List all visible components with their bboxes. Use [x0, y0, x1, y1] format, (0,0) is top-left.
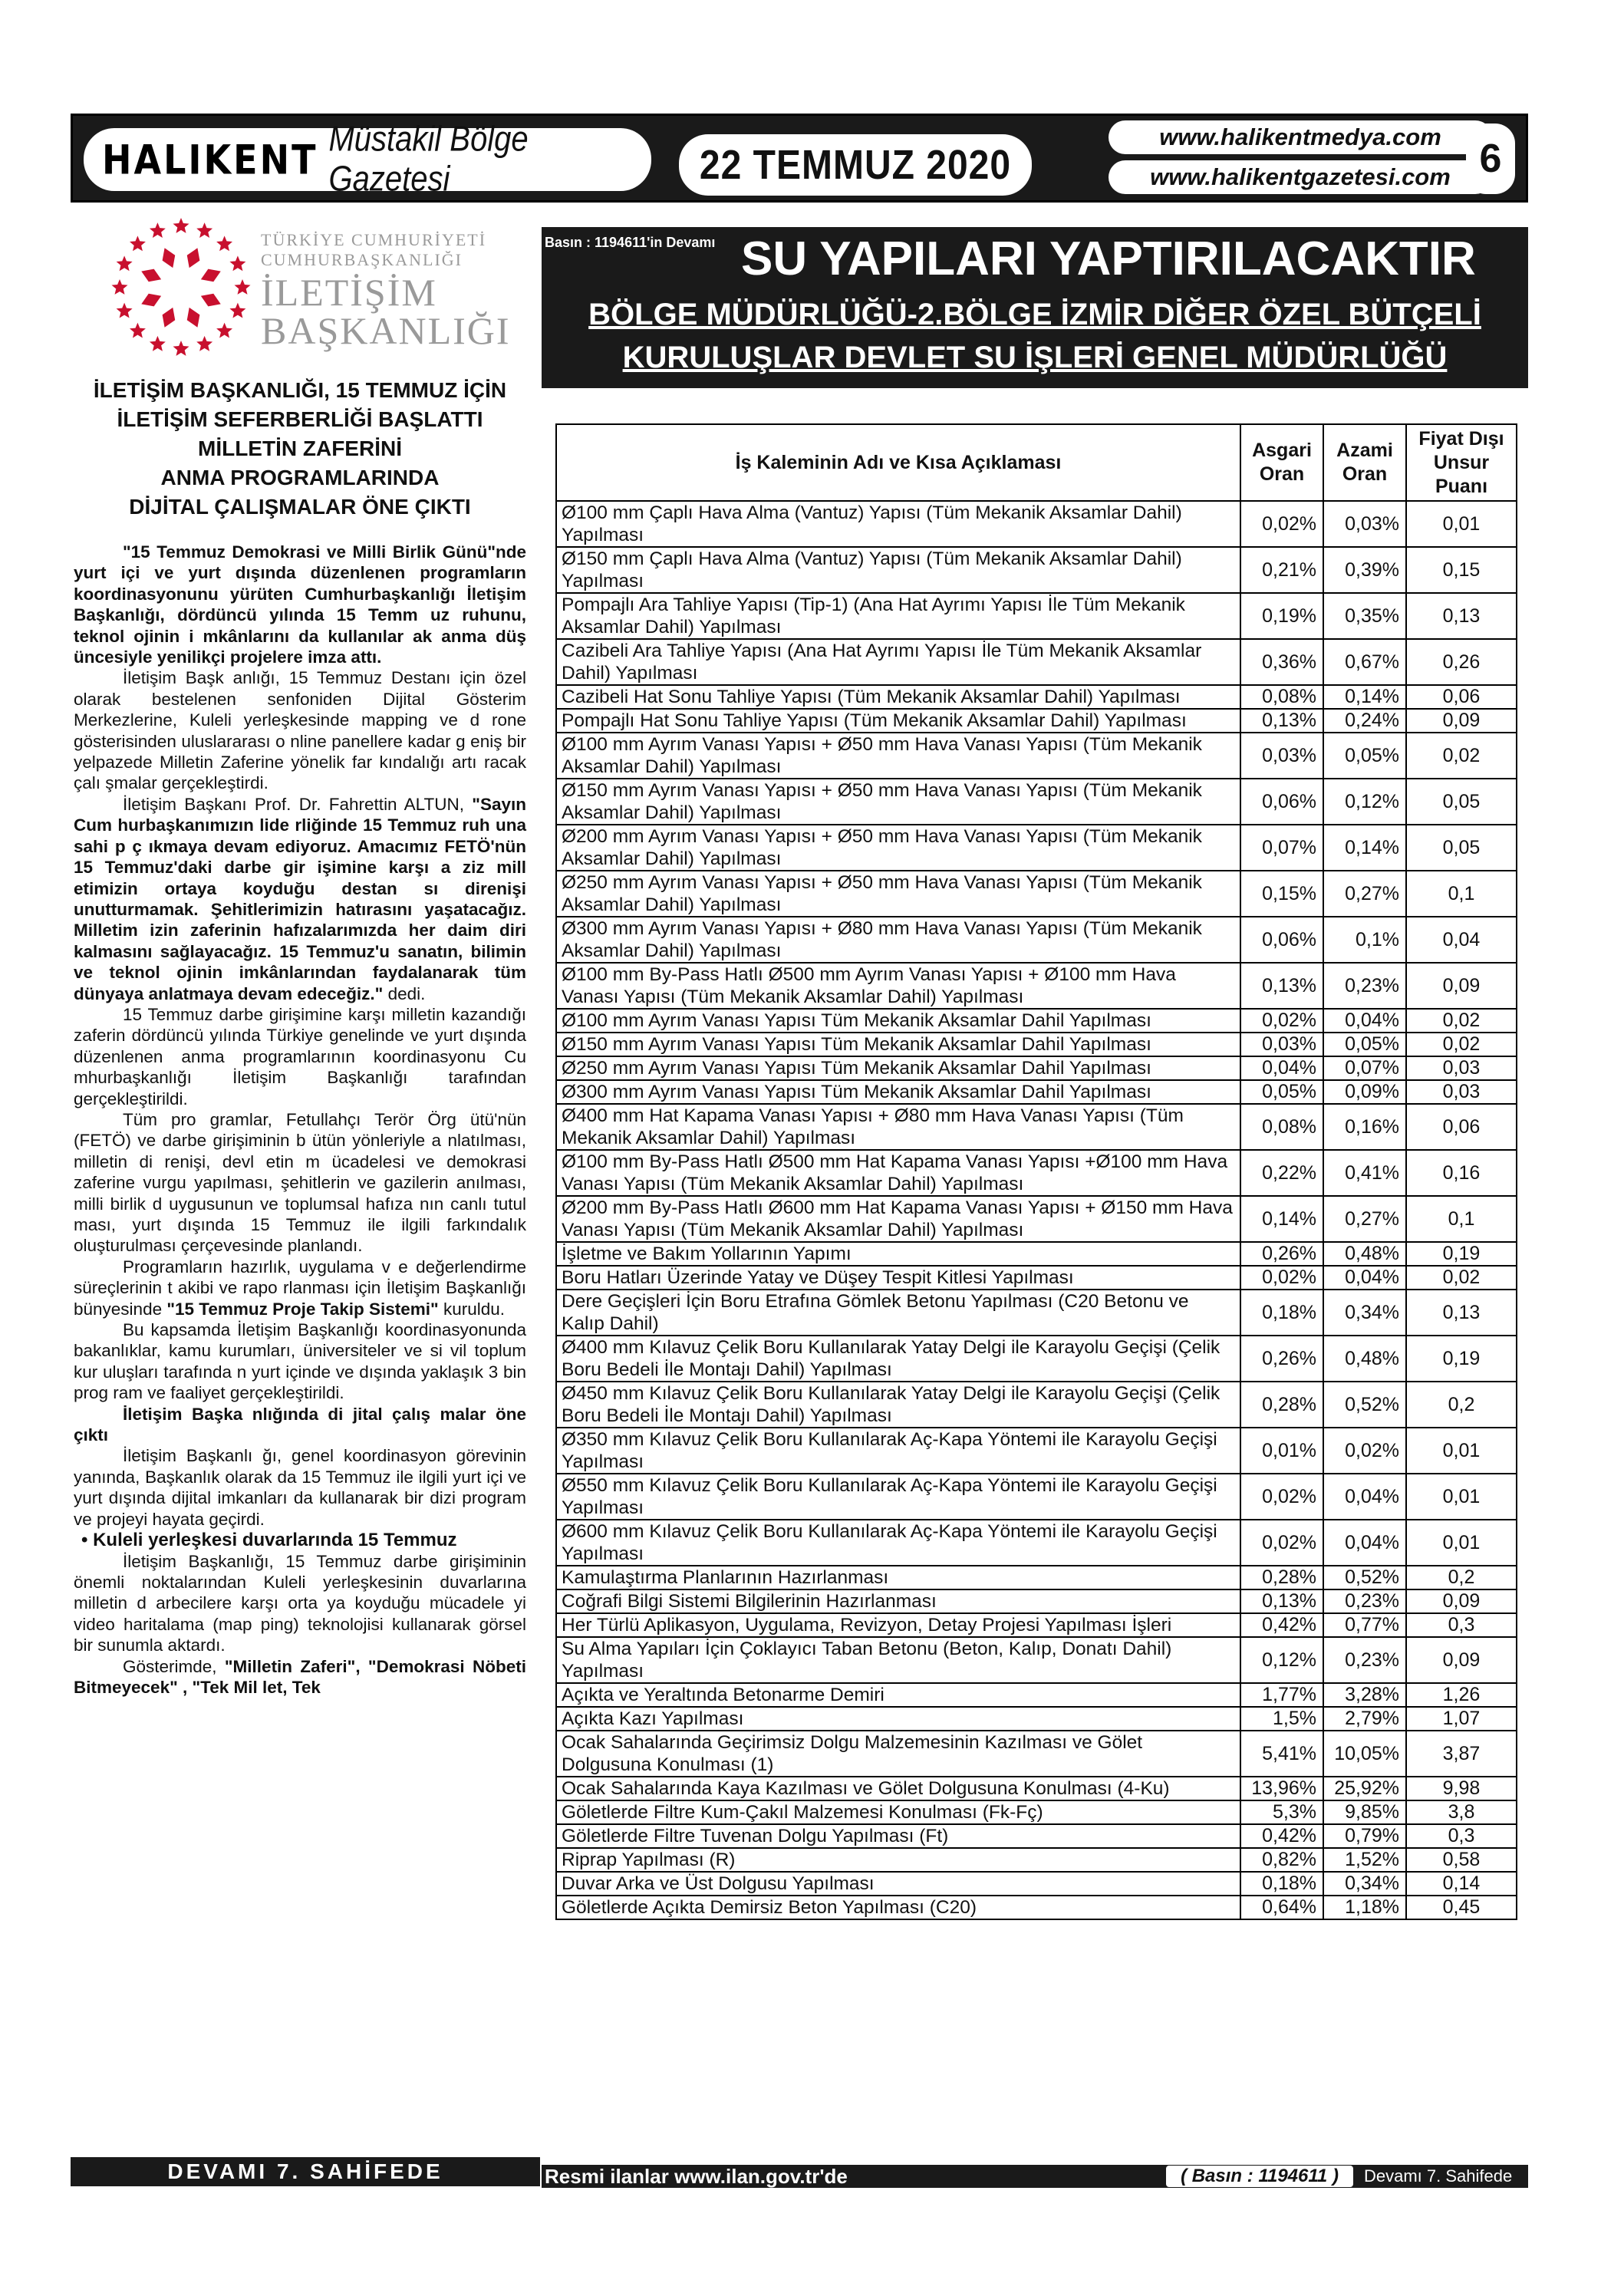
table-row: [556, 1056, 1517, 1080]
table-row: [556, 639, 1517, 685]
cell-score: 0,06: [1406, 1104, 1517, 1150]
cell-max-ratio: 0,24%: [1323, 709, 1406, 733]
subheading: [74, 1404, 526, 1446]
text-run: kuruldu.: [438, 1299, 506, 1319]
right-continued-note: Devamı 7. Sahifede: [1364, 2166, 1513, 2186]
cell-min-ratio: 0,18%: [1240, 1290, 1323, 1336]
cell-score: 0,02: [1406, 1033, 1517, 1056]
cell-max-ratio: 0,04%: [1323, 1474, 1406, 1520]
cell-score: 0,06: [1406, 685, 1517, 709]
headline-line: İLETİŞİM SEFERBERLİĞİ BAŞLATTI: [117, 407, 483, 431]
cell-min-ratio: 0,03%: [1240, 733, 1323, 779]
cell-score: 0,58: [1406, 1848, 1517, 1872]
masthead: [71, 114, 1528, 203]
subheading-text: İletişim Başka nlığında di jital çalış malar öne çıktı: [74, 1404, 526, 1445]
logo-line-1: TÜRKİYE CUMHURİYETİ: [261, 230, 487, 249]
cell-max-ratio: 0,41%: [1323, 1150, 1406, 1196]
cell-max-ratio: 0,48%: [1323, 1336, 1406, 1382]
cell-score: 0,13: [1406, 593, 1517, 639]
table-row: [556, 1566, 1517, 1589]
cell-max-ratio: 1,52%: [1323, 1848, 1406, 1872]
cell-score: 0,2: [1406, 1566, 1517, 1589]
cell-max-ratio: 0,34%: [1323, 1290, 1406, 1336]
col-header-max-ratio: Azami Oran: [1323, 424, 1406, 501]
cell-score: 9,98: [1406, 1777, 1517, 1800]
cell-description: Ø200 mm By-Pass Hatlı Ø600 mm Hat Kapama Vanası Yapısı + Ø150 mm Hava Vanası Yapısı (Tüm Mekanik Aksamlar Dahil) Yapılması: [556, 1196, 1240, 1242]
cell-description: İşletme ve Bakım Yollarının Yapımı: [556, 1242, 1240, 1266]
table-row: [556, 1150, 1517, 1196]
cell-min-ratio: 0,36%: [1240, 639, 1323, 685]
table-row: [556, 1683, 1517, 1707]
cell-description: Açıkta ve Yeraltında Betonarme Demiri: [556, 1683, 1240, 1707]
cell-score: 0,19: [1406, 1336, 1517, 1382]
paragraph: İletişim Başkanlı ğı, genel koordinasyon görevinin yanında, Başkanlık olarak da 15 Temmuz ile ilgili yurt içi ve yurt dışında dijital imkanları da kullanarak bir dizi program ve projeyi hayata geçirdi.: [74, 1446, 526, 1529]
petal-shape: [158, 245, 179, 271]
col-header-min-ratio: Asgari Oran: [1240, 424, 1323, 501]
cell-max-ratio: 0,27%: [1323, 1196, 1406, 1242]
table-row: [556, 1009, 1517, 1033]
cell-min-ratio: 13,96%: [1240, 1777, 1323, 1800]
cell-max-ratio: 0,52%: [1323, 1382, 1406, 1428]
petal-shape: [158, 305, 179, 330]
cell-min-ratio: 0,02%: [1240, 1520, 1323, 1566]
cell-description: Ø100 mm Çaplı Hava Alma (Vantuz) Yapısı (Tüm Mekanik Aksamlar Dahil) Yapılması: [556, 501, 1240, 547]
press-reference: Basın : 1194611'in Devamı: [545, 235, 716, 250]
table-row: [556, 779, 1517, 825]
table-row: [556, 733, 1517, 779]
cell-score: 0,14: [1406, 1872, 1517, 1896]
cell-min-ratio: 0,12%: [1240, 1637, 1323, 1683]
cell-max-ratio: 0,1%: [1323, 917, 1406, 963]
star-icon: [112, 279, 128, 295]
cell-min-ratio: 0,13%: [1240, 1589, 1323, 1613]
cell-min-ratio: 0,64%: [1240, 1896, 1323, 1919]
table-row: [556, 1266, 1517, 1290]
table-row: [556, 825, 1517, 871]
cell-score: 0,19: [1406, 1242, 1517, 1266]
cell-max-ratio: 0,23%: [1323, 1637, 1406, 1683]
paragraph: Tüm pro gramlar, Fetullahçı Terör Örg ütü'nün (FETÖ) ve darbe girişiminin b ütün yönleriyle a nlatılması, milletin di renişi, devl etin m ücadelesi ve demokrasi zaferine vurgu yapılması, şehitlerin ve gazilerin anılması, milli birlik d uygusunun ve toplumsal hafıza nın canlı tutul ması, yurt dışında 15 Temmuz ile ilgili farkındalık oluşturulması çerçevesinde planlandı.: [74, 1109, 526, 1256]
star-icon: [150, 336, 166, 351]
cell-min-ratio: 0,26%: [1240, 1336, 1323, 1382]
table-row: [556, 1290, 1517, 1336]
cell-max-ratio: 1,18%: [1323, 1896, 1406, 1919]
cell-min-ratio: 0,18%: [1240, 1872, 1323, 1896]
website-link-1[interactable]: www.halikentmedya.com: [1109, 120, 1492, 154]
table-row: [556, 1242, 1517, 1266]
emphasis: "15 Temmuz Proje Takip Sistemi": [166, 1299, 439, 1319]
cell-min-ratio: 0,02%: [1240, 1266, 1323, 1290]
cell-min-ratio: 0,01%: [1240, 1428, 1323, 1474]
cell-max-ratio: 0,34%: [1323, 1872, 1406, 1896]
cell-max-ratio: 0,12%: [1323, 779, 1406, 825]
cell-min-ratio: 0,02%: [1240, 501, 1323, 547]
cell-description: Boru Hatları Üzerinde Yatay ve Düşey Tespit Kitlesi Yapılması: [556, 1266, 1240, 1290]
lead-paragraph: "15 Temmuz Demokrasi ve Milli Birlik Günü"nde yurt içi ve yurt dışında düzenlenen programların koordinasyonunu yürüten Cumhurbaşkanlığı İletişim Başkanlığı, dördüncü yılında 15 Temm uz ruhunu, teknol ojinin i mkânlarını da kullanılar ak anma düş üncesiyle yenilikçi projelere imza attı.: [74, 542, 526, 667]
paragraph: [74, 1257, 526, 1319]
table-row: [556, 1896, 1517, 1919]
cell-max-ratio: 0,52%: [1323, 1566, 1406, 1589]
table-row: [556, 1589, 1517, 1613]
star-icon: [196, 222, 212, 238]
paragraph: 15 Temmuz darbe girişimine karşı milletin kazandığı zaferin dördüncü yılında Türkiye genelinde ve yurt dışında düzenlenen anma programlarının koordinasyonu Cu mhurbaşkanlığı İletişim Başkanlığı tarafından gerçekleştirildi.: [74, 1004, 526, 1108]
paragraph: [74, 542, 526, 667]
cell-min-ratio: 0,42%: [1240, 1613, 1323, 1637]
star-icon: [229, 303, 245, 318]
cell-score: 0,01: [1406, 1428, 1517, 1474]
press-number-pill: ( Basın : 1194611 ): [1166, 2166, 1353, 2187]
cell-description: Ø100 mm Ayrım Vanası Yapısı + Ø50 mm Hava Vanası Yapısı (Tüm Mekanik Aksamlar Dahil) Yapılması: [556, 733, 1240, 779]
cell-max-ratio: 0,23%: [1323, 1589, 1406, 1613]
star-icon: [117, 255, 133, 271]
star-icon: [130, 323, 146, 338]
logo-line-3: İLETİŞİM: [261, 271, 437, 314]
cell-description: Ø250 mm Ayrım Vanası Yapısı Tüm Mekanik Aksamlar Dahil Yapılması: [556, 1056, 1240, 1080]
cell-min-ratio: 0,82%: [1240, 1848, 1323, 1872]
paragraph: İletişim Başk anlığı, 15 Temmuz Destanı için özel olarak bestelenen senfoniden Dijital Gösterim Merkezlerine, Kuleli yerleşkesinde mapping ve d rone gösterisinden uluslararası o nline panellere kadar g eniş bir yelpazede Milletin Zaferine yönelik far kındalığı artı racak çalı şmalar gerçekleştirdi.: [74, 668, 526, 793]
cell-min-ratio: 0,26%: [1240, 1242, 1323, 1266]
cell-min-ratio: 1,5%: [1240, 1707, 1323, 1731]
col-header-description: İş Kaleminin Adı ve Kısa Açıklaması: [556, 424, 1240, 501]
headline-line: DİJİTAL ÇALIŞMALAR ÖNE ÇIKTI: [129, 495, 471, 519]
cell-score: 0,45: [1406, 1896, 1517, 1919]
cell-score: 0,09: [1406, 963, 1517, 1009]
cell-score: 1,26: [1406, 1683, 1517, 1707]
text-run: Gösterimde,: [123, 1656, 225, 1676]
cell-min-ratio: 0,06%: [1240, 917, 1323, 963]
cell-description: Açıkta Kazı Yapılması: [556, 1707, 1240, 1731]
table-row: [556, 1520, 1517, 1566]
cell-score: 1,07: [1406, 1707, 1517, 1731]
cell-description: Ø100 mm By-Pass Hatlı Ø500 mm Ayrım Vanası Yapısı + Ø100 mm Hava Vanası Yapısı (Tüm Mekanik Aksamlar Dahil) Yapılması: [556, 963, 1240, 1009]
cell-description: Ø150 mm Ayrım Vanası Yapısı Tüm Mekanik Aksamlar Dahil Yapılması: [556, 1033, 1240, 1056]
subheading-bullet: [74, 1530, 526, 1550]
cell-description: Ø150 mm Ayrım Vanası Yapısı + Ø50 mm Hava Vanası Yapısı (Tüm Mekanik Aksamlar Dahil) Yapılması: [556, 779, 1240, 825]
logo-line-2: CUMHURBAŞKANLIĞI: [261, 250, 463, 269]
cell-max-ratio: 0,14%: [1323, 825, 1406, 871]
cell-max-ratio: 2,79%: [1323, 1707, 1406, 1731]
table-row: [556, 1336, 1517, 1382]
cell-min-ratio: 0,04%: [1240, 1056, 1323, 1080]
cell-score: 0,15: [1406, 547, 1517, 593]
cell-min-ratio: 0,05%: [1240, 1080, 1323, 1104]
table-header-row: [556, 424, 1517, 501]
cell-min-ratio: 5,41%: [1240, 1731, 1323, 1777]
text-run: Programların hazırlık, uygulama v e değerlendirme süreçlerinin t akibi ve rapo rlanması için İletişim Başkanlığı bünyesinde: [74, 1257, 526, 1319]
cell-min-ratio: 0,08%: [1240, 1104, 1323, 1150]
cell-description: Su Alma Yapıları İçin Çoklayıcı Taban Betonu (Beton, Kalıp, Donatı Dahil) Yapılması: [556, 1637, 1240, 1683]
table-row: [556, 1824, 1517, 1848]
cell-score: 0,02: [1406, 733, 1517, 779]
issue-date-text: 22 TEMMUZ 2020: [699, 142, 1012, 188]
cell-max-ratio: 0,27%: [1323, 871, 1406, 917]
headline-line: MİLLETİN ZAFERİNİ: [198, 436, 402, 460]
cell-max-ratio: 0,02%: [1323, 1428, 1406, 1474]
star-icon: [216, 323, 232, 338]
cell-score: 0,01: [1406, 1520, 1517, 1566]
cell-min-ratio: 0,08%: [1240, 685, 1323, 709]
petal-shape: [183, 245, 203, 271]
cell-max-ratio: 10,05%: [1323, 1731, 1406, 1777]
cell-score: 0,16: [1406, 1150, 1517, 1196]
cell-score: 0,3: [1406, 1613, 1517, 1637]
cell-description: Ø400 mm Hat Kapama Vanası Yapısı + Ø80 mm Hava Vanası Yapısı (Tüm Mekanik Aksamlar Dahil) Yapılması: [556, 1104, 1240, 1150]
announcement-subtitle-2: KURULUŞLAR DEVLET SU İŞLERİ GENEL MÜDÜRLÜĞÜ: [622, 341, 1448, 374]
star-icon: [173, 218, 189, 233]
cell-score: 0,13: [1406, 1290, 1517, 1336]
official-ads-notice: Resmi ilanlar www.ilan.gov.tr'de: [545, 2165, 848, 2188]
cell-max-ratio: 0,04%: [1323, 1009, 1406, 1033]
petal-shape: [139, 265, 164, 285]
cell-min-ratio: 0,13%: [1240, 709, 1323, 733]
table-row: [556, 917, 1517, 963]
cell-description: Cazibeli Ara Tahliye Yapısı (Ana Hat Ayrımı Yapısı İle Tüm Mekanik Aksamlar Dahil) Yapılması: [556, 639, 1240, 685]
issue-date: [679, 134, 1032, 196]
cell-description: Pompajlı Hat Sonu Tahliye Yapısı (Tüm Mekanik Aksamlar Dahil) Yapılması: [556, 709, 1240, 733]
cell-max-ratio: 0,14%: [1323, 685, 1406, 709]
website-link-2[interactable]: www.halikentgazetesi.com: [1109, 160, 1492, 194]
cell-max-ratio: 0,05%: [1323, 1033, 1406, 1056]
cell-description: Ø350 mm Kılavuz Çelik Boru Kullanılarak Aç-Kapa Yöntemi ile Karayolu Geçişi Yapılması: [556, 1428, 1240, 1474]
cell-description: Ocak Sahalarında Kaya Kazılması ve Gölet Dolgusuna Konulması (4-Ku): [556, 1777, 1240, 1800]
cell-min-ratio: 5,3%: [1240, 1800, 1323, 1824]
cell-score: 0,03: [1406, 1080, 1517, 1104]
cell-min-ratio: 1,77%: [1240, 1683, 1323, 1707]
paragraph: Bu kapsamda İletişim Başkanlığı koordinasyonunda bakanlıklar, kamu kurumları, üniversiteler ve si vil toplum kur uluşları tarafında n yurt içinde ve dışında yaklaşık 3 bin prog ram ve faaliyet gerçekleştirildi.: [74, 1320, 526, 1403]
table-row: [556, 1474, 1517, 1520]
cell-max-ratio: 9,85%: [1323, 1800, 1406, 1824]
cell-max-ratio: 0,05%: [1323, 733, 1406, 779]
cell-score: 0,04: [1406, 917, 1517, 963]
cell-description: Ocak Sahalarında Geçirimsiz Dolgu Malzemesinin Kazılması ve Gölet Dolgusuna Konulması (1): [556, 1731, 1240, 1777]
cell-score: 0,03: [1406, 1056, 1517, 1080]
cell-score: 3,87: [1406, 1731, 1517, 1777]
cell-description: Göletlerde Filtre Kum-Çakıl Malzemesi Konulması (Fk-Fç): [556, 1800, 1240, 1824]
cell-description: Cazibeli Hat Sonu Tahliye Yapısı (Tüm Mekanik Aksamlar Dahil) Yapılması: [556, 685, 1240, 709]
cell-min-ratio: 0,02%: [1240, 1474, 1323, 1520]
cell-min-ratio: 0,15%: [1240, 871, 1323, 917]
left-article-body: [74, 542, 526, 1698]
petal-shape: [183, 305, 203, 330]
table-row: [556, 547, 1517, 593]
petal-shape: [198, 289, 223, 310]
cell-score: 3,8: [1406, 1800, 1517, 1824]
table-row: [556, 963, 1517, 1009]
cell-min-ratio: 0,02%: [1240, 1009, 1323, 1033]
table-row: [556, 501, 1517, 547]
cell-score: 0,1: [1406, 871, 1517, 917]
paragraph: [74, 794, 526, 1004]
cell-min-ratio: 0,22%: [1240, 1150, 1323, 1196]
cell-score: 0,02: [1406, 1266, 1517, 1290]
cell-score: 0,01: [1406, 501, 1517, 547]
petal-shape: [198, 265, 223, 285]
cell-max-ratio: 0,35%: [1323, 593, 1406, 639]
star-icon: [150, 222, 166, 238]
cell-description: Ø300 mm Ayrım Vanası Yapısı Tüm Mekanik Aksamlar Dahil Yapılması: [556, 1080, 1240, 1104]
cell-score: 0,09: [1406, 1637, 1517, 1683]
cell-description: Kamulaştırma Planlarının Hazırlanması: [556, 1566, 1240, 1589]
cell-score: 0,1: [1406, 1196, 1517, 1242]
star-icon: [173, 341, 189, 356]
cell-min-ratio: 0,42%: [1240, 1824, 1323, 1848]
cell-description: Ø100 mm Ayrım Vanası Yapısı Tüm Mekanik Aksamlar Dahil Yapılması: [556, 1009, 1240, 1033]
cell-description: Duvar Arka ve Üst Dolgusu Yapılması: [556, 1872, 1240, 1896]
cell-max-ratio: 0,04%: [1323, 1266, 1406, 1290]
cell-description: Ø100 mm By-Pass Hatlı Ø500 mm Hat Kapama Vanası Yapısı +Ø100 mm Hava Vanası Yapısı (Tüm Mekanik Aksamlar Dahil) Yapılması: [556, 1150, 1240, 1196]
text-run: İletişim Başkanı Prof. Dr. Fahrettin ALTUN,: [123, 794, 473, 814]
star-icon: [117, 303, 133, 318]
cell-score: 0,05: [1406, 825, 1517, 871]
cell-min-ratio: 0,13%: [1240, 963, 1323, 1009]
cell-description: Göletlerde Açıkta Demirsiz Beton Yapılması (C20): [556, 1896, 1240, 1919]
cell-max-ratio: 0,39%: [1323, 547, 1406, 593]
subheading-text: • Kuleli yerleşkesi duvarlarında 15 Temmuz: [81, 1530, 457, 1551]
cell-description: Göletlerde Filtre Tuvenan Dolgu Yapılması (Ft): [556, 1824, 1240, 1848]
cell-min-ratio: 0,06%: [1240, 779, 1323, 825]
table-row: [556, 1731, 1517, 1777]
quote: "Sayın Cum hurbaşkanımızın lide rliğinde 15 Temmuz ruh una sahi p ç ıkmaya devam ediyoruz. Amacımız FETÖ'nün 15 Temmuz'daki darbe gir işimine karşı a ziz mill etimizin ortaya koyduğu destan sı direnişi unutturmamak. Şehitlerimizin hatırasını yaşatacağız. Milletim izin zaferinin hafızalarımızda her daim diri kalmasını sağlayacağız. 15 Temmuz'u sanatın, bilimin ve teknol ojinin imkânlarından faydalanarak tüm dünyaya anlatmaya devam edeceğiz.": [74, 794, 526, 1003]
cell-max-ratio: 0,48%: [1323, 1242, 1406, 1266]
table-row: [556, 1196, 1517, 1242]
table-row: [556, 593, 1517, 639]
cell-max-ratio: 0,07%: [1323, 1056, 1406, 1080]
table-row: [556, 1080, 1517, 1104]
cell-max-ratio: 0,03%: [1323, 501, 1406, 547]
table-row: [556, 1777, 1517, 1800]
cell-score: 0,05: [1406, 779, 1517, 825]
table-row: [556, 1104, 1517, 1150]
cell-max-ratio: 25,92%: [1323, 1777, 1406, 1800]
cell-max-ratio: 0,79%: [1323, 1824, 1406, 1848]
star-icon: [229, 255, 245, 271]
table-row: [556, 1707, 1517, 1731]
star-icon: [196, 336, 212, 351]
left-headline: [74, 376, 526, 522]
cell-max-ratio: 0,16%: [1323, 1104, 1406, 1150]
cell-description: Dere Geçişleri İçin Boru Etrafına Gömlek Betonu Yapılması (C20 Betonu ve Kalıp Dahil): [556, 1290, 1240, 1336]
paragraph: İletişim Başkanlığı, 15 Temmuz darbe girişiminin önemli noktalarından Kuleli yerleşkesinin duvarlarına milletin d arbecilere karşı orta ya koyduğu mücadele yi video haritalama (map ping) teknolojisi kullanarak görsel bir sunumla aktardı.: [74, 1551, 526, 1655]
paragraph: [74, 1656, 526, 1698]
cell-score: 0,01: [1406, 1474, 1517, 1520]
table-row: [556, 1033, 1517, 1056]
cell-description: Pompajlı Ara Tahliye Yapısı (Tip-1) (Ana Hat Ayrımı Yapısı İle Tüm Mekanik Aksamlar Dahil) Yapılması: [556, 593, 1240, 639]
logo-line-4: BAŞKANLIĞI: [261, 309, 511, 352]
star-icon: [235, 279, 251, 295]
table-row: [556, 685, 1517, 709]
left-continued-banner: DEVAMI 7. SAHİFEDE: [71, 2157, 540, 2186]
cell-score: 0,09: [1406, 1589, 1517, 1613]
table-row: [556, 871, 1517, 917]
cell-description: Ø450 mm Kılavuz Çelik Boru Kullanılarak Yatay Delgi ile Karayolu Geçişi (Çelik Boru Bedeli İle Montajı Dahil) Yapılması: [556, 1382, 1240, 1428]
cell-min-ratio: 0,21%: [1240, 547, 1323, 593]
cell-max-ratio: 0,04%: [1323, 1520, 1406, 1566]
cell-description: Coğrafi Bilgi Sistemi Bilgilerinin Hazırlanması: [556, 1589, 1240, 1613]
cell-max-ratio: 3,28%: [1323, 1683, 1406, 1707]
cell-description: Ø250 mm Ayrım Vanası Yapısı + Ø50 mm Hava Vanası Yapısı (Tüm Mekanik Aksamlar Dahil) Yapılması: [556, 871, 1240, 917]
cell-score: 0,09: [1406, 709, 1517, 733]
emphasis: "Milletin Zaferi", "Demokrasi Nöbeti Bitmeyecek" , "Tek Mil let, Tek: [74, 1656, 526, 1697]
table-row: [556, 1613, 1517, 1637]
cell-description: Ø400 mm Kılavuz Çelik Boru Kullanılarak Yatay Delgi ile Karayolu Geçişi (Çelik Boru Bedeli İle Montajı Dahil) Yapılması: [556, 1336, 1240, 1382]
cell-score: 0,26: [1406, 639, 1517, 685]
announcement-title: SU YAPILARI YAPTIRILACAKTIR: [741, 232, 1476, 285]
cell-description: Riprap Yapılması (R): [556, 1848, 1240, 1872]
cell-min-ratio: 0,14%: [1240, 1196, 1323, 1242]
cell-min-ratio: 0,28%: [1240, 1566, 1323, 1589]
col-header-score: Fiyat Dışı Unsur Puanı: [1406, 424, 1517, 501]
cell-description: Ø150 mm Çaplı Hava Alma (Vantuz) Yapısı (Tüm Mekanik Aksamlar Dahil) Yapılması: [556, 547, 1240, 593]
table-row: [556, 1872, 1517, 1896]
table-body: [556, 501, 1517, 1919]
table-row: [556, 1382, 1517, 1428]
table-row: [556, 1428, 1517, 1474]
cell-description: Ø200 mm Ayrım Vanası Yapısı + Ø50 mm Hava Vanası Yapısı (Tüm Mekanik Aksamlar Dahil) Yapılması: [556, 825, 1240, 871]
cell-description: Ø550 mm Kılavuz Çelik Boru Kullanılarak Aç-Kapa Yöntemi ile Karayolu Geçişi Yapılması: [556, 1474, 1240, 1520]
headline-line: ANMA PROGRAMLARINDA: [160, 466, 440, 489]
star-icon: [216, 236, 232, 251]
work-items-table: [555, 423, 1517, 1920]
table-row: [556, 1800, 1517, 1824]
cell-score: 0,3: [1406, 1824, 1517, 1848]
cell-max-ratio: 0,09%: [1323, 1080, 1406, 1104]
star-icon: [130, 236, 146, 251]
cell-max-ratio: 0,77%: [1323, 1613, 1406, 1637]
cell-min-ratio: 0,03%: [1240, 1033, 1323, 1056]
cell-min-ratio: 0,19%: [1240, 593, 1323, 639]
brand-tagline: Müstakil Bölge Gazetesi: [328, 120, 529, 199]
cell-score: 0,02: [1406, 1009, 1517, 1033]
cell-score: 0,2: [1406, 1382, 1517, 1428]
table-row: [556, 1848, 1517, 1872]
headline-line: İLETİŞİM BAŞKANLIĞI, 15 TEMMUZ İÇİN: [93, 378, 507, 402]
table-row: [556, 709, 1517, 733]
cell-max-ratio: 0,67%: [1323, 639, 1406, 685]
brand-block: [84, 120, 651, 199]
cell-description: Ø600 mm Kılavuz Çelik Boru Kullanılarak Aç-Kapa Yöntemi ile Karayolu Geçişi Yapılması: [556, 1520, 1240, 1566]
cell-description: Ø300 mm Ayrım Vanası Yapısı + Ø80 mm Hava Vanası Yapısı (Tüm Mekanik Aksamlar Dahil) Yapılması: [556, 917, 1240, 963]
announcement-subtitle-1: BÖLGE MÜDÜRLÜĞÜ-2.BÖLGE İZMİR DİĞER ÖZEL BÜTÇELİ: [588, 298, 1481, 331]
brand-name: HALIKENT: [102, 135, 318, 184]
cell-min-ratio: 0,07%: [1240, 825, 1323, 871]
page-number: 6: [1466, 124, 1515, 194]
cell-min-ratio: 0,28%: [1240, 1382, 1323, 1428]
cell-max-ratio: 0,23%: [1323, 963, 1406, 1009]
petal-shape: [139, 289, 164, 310]
table-row: [556, 1637, 1517, 1683]
cell-description: Her Türlü Aplikasyon, Uygulama, Revizyon, Detay Projesi Yapılması İşleri: [556, 1613, 1240, 1637]
text-run: dedi.: [383, 983, 426, 1003]
